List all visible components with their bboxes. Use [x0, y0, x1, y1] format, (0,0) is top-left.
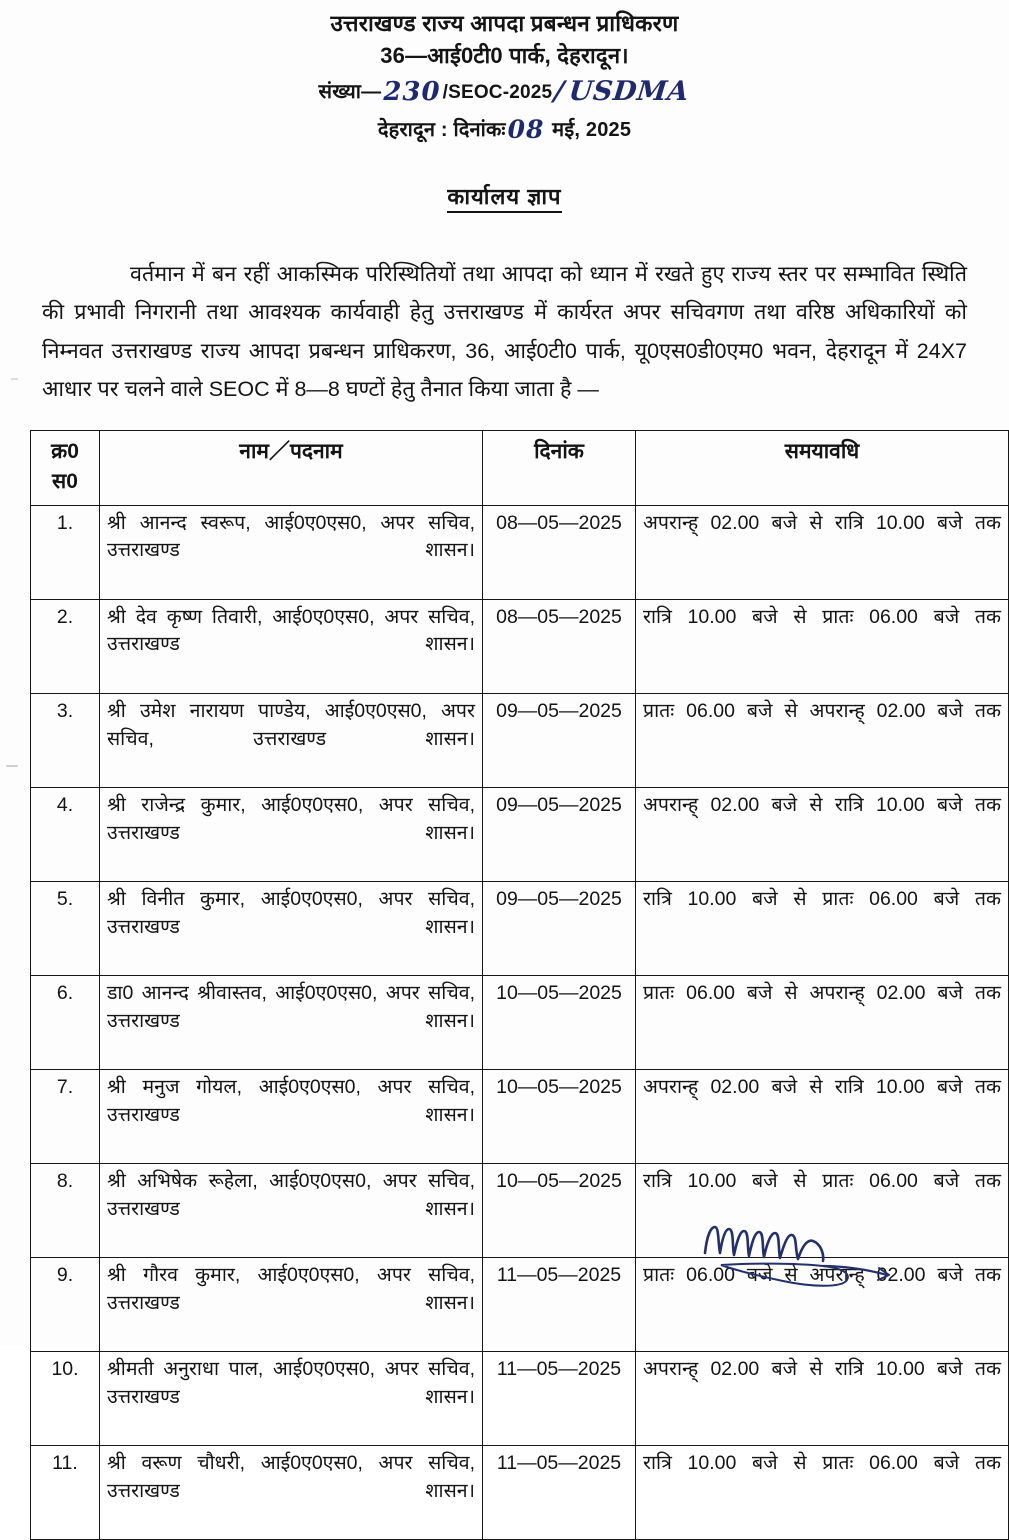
cell-serial: 5. [31, 881, 100, 975]
cell-serial: 3. [31, 693, 100, 787]
cell-name: श्री आनन्द स्वरूप, आई0ए0एस0, अपर सचिव, उत्तराखण्ड शासन। [100, 505, 483, 599]
signature [691, 1213, 951, 1305]
cell-name: श्रीमती अनुराधा पाल, आई0ए0एस0, अपर सचिव, उत्तराखण्ड शासन। [100, 1352, 483, 1446]
column-header-duration: समयावधि [636, 431, 1009, 506]
handwritten-date-day: 08 [507, 114, 545, 144]
cell-serial: 10. [31, 1352, 100, 1446]
table-row [31, 1446, 1009, 1540]
table-row [31, 976, 1009, 1070]
serial-header-line2: स0 [52, 469, 78, 493]
document-title-text: कार्यालय ज्ञाप [447, 184, 561, 213]
duty-roster-table-wrapper [30, 430, 1001, 1540]
cell-date: 08—05—2025 [483, 505, 636, 599]
cell-date: 08—05—2025 [483, 599, 636, 693]
cell-serial: 7. [31, 1070, 100, 1164]
table-row [31, 693, 1009, 787]
cell-date: 11—05—2025 [483, 1446, 636, 1540]
signature-mark [691, 1213, 951, 1305]
cell-name: डा0 आनन्द श्रीवास्तव, आई0ए0एस0, अपर सचिव, उत्तराखण्ड शासन। [100, 976, 483, 1070]
reference-code: /SEOC-2025 [442, 82, 553, 104]
cell-date: 11—05—2025 [483, 1352, 636, 1446]
scan-artifact-secondary [11, 378, 18, 380]
table-row [31, 599, 1009, 693]
cell-serial: 8. [31, 1164, 100, 1258]
cell-date: 10—05—2025 [483, 976, 636, 1070]
cell-duration: रात्रि 10.00 बजे से प्रातः 06.00 बजे तक [636, 1446, 1009, 1540]
reference-number-line [0, 71, 1009, 109]
cell-duration: रात्रि 10.00 बजे से प्रातः 06.00 बजे तक [636, 1164, 1009, 1258]
cell-date: 11—05—2025 [483, 1258, 636, 1352]
duty-roster-table [30, 430, 1009, 1540]
cell-serial: 6. [31, 976, 100, 1070]
table-row [31, 787, 1009, 881]
cell-serial: 1. [31, 505, 100, 599]
cell-duration: प्रातः 06.00 बजे से अपरान्ह् 02.00 बजे तक [636, 1258, 1009, 1352]
cell-duration: रात्रि 10.00 बजे से प्रातः 06.00 बजे तक [636, 881, 1009, 975]
scan-artifact [6, 765, 18, 767]
table-row [31, 881, 1009, 975]
number-label: संख्या— [318, 81, 382, 104]
cell-name: श्री वरूण चौधरी, आई0ए0एस0, अपर सचिव, उत्तराखण्ड शासन। [100, 1446, 483, 1540]
cell-serial: 4. [31, 787, 100, 881]
cell-duration: अपरान्ह् 02.00 बजे से रात्रि 10.00 बजे तक [636, 505, 1009, 599]
cell-date: 10—05—2025 [483, 1164, 636, 1258]
place-date-line [0, 110, 1009, 146]
cell-duration: प्रातः 06.00 बजे से अपरान्ह् 02.00 बजे तक [636, 976, 1009, 1070]
cell-name: श्री देव कृष्ण तिवारी, आई0ए0एस0, अपर सचिव, उत्तराखण्ड शासन। [100, 599, 483, 693]
cell-date: 10—05—2025 [483, 1070, 636, 1164]
handwritten-number: 230 [383, 77, 441, 108]
handwritten-usdma: USDMA [567, 76, 691, 108]
body-paragraph: वर्तमान में बन रहीं आकस्मिक परिस्थितियों तथा आपदा को ध्यान में रखते हुए राज्य स्तर पर सम्भावित स्थिति की प्रभावी निगरानी तथा आवश्यक कार्यवाही हेतु उत्तराखण्ड में कार्यरत अपर सचिवगण तथा वरिष्ठ अधिकारियों को निम्नवत उत्तराखण्ड राज्य आपदा प्रबन्धन प्राधिकरण, 36, आई0टी0 पार्क, यू0एस0डी0एम0 भवन, देहरादून में 24X7 आधार पर चलने वाले SEOC में 8—8 घण्टों हेतु तैनात किया जाता है — [42, 262, 967, 401]
cell-name: श्री राजेन्द्र कुमार, आई0ए0एस0, अपर सचिव, उत्तराखण्ड शासन। [100, 787, 483, 881]
handwritten-slash: / [552, 76, 567, 108]
cell-serial: 2. [31, 599, 100, 693]
cell-date: 09—05—2025 [483, 693, 636, 787]
column-header-date: दिनांक [483, 431, 636, 506]
cell-duration: रात्रि 10.00 बजे से प्रातः 06.00 बजे तक [636, 599, 1009, 693]
cell-duration: प्रातः 06.00 बजे से अपरान्ह् 02.00 बजे तक [636, 693, 1009, 787]
duty-roster-body [31, 505, 1009, 1540]
table-row [31, 1070, 1009, 1164]
cell-duration: अपरान्ह् 02.00 बजे से रात्रि 10.00 बजे तक [636, 787, 1009, 881]
place-label: देहरादून : दिनांकः [377, 118, 506, 141]
cell-serial: 11. [31, 1446, 100, 1540]
cell-name: श्री उमेश नारायण पाण्डेय, आई0ए0एस0, अपर सचिव, उत्तराखण्ड शासन। [100, 693, 483, 787]
table-row [31, 505, 1009, 599]
column-header-name: नाम／पदनाम [100, 431, 483, 506]
cell-date: 09—05—2025 [483, 881, 636, 975]
document-title [0, 181, 1009, 211]
table-header-row [31, 431, 1009, 506]
table-row [31, 1352, 1009, 1446]
cell-serial: 9. [31, 1258, 100, 1352]
column-header-serial [31, 431, 100, 506]
cell-duration: अपरान्ह् 02.00 बजे से रात्रि 10.00 बजे तक [636, 1352, 1009, 1446]
date-month-year: मई, 2025 [552, 118, 632, 141]
cell-duration: अपरान्ह् 02.00 बजे से रात्रि 10.00 बजे तक [636, 1070, 1009, 1164]
serial-header-line1: क्र0 [51, 440, 79, 464]
cell-name: श्री गौरव कुमार, आई0ए0एस0, अपर सचिव, उत्तराखण्ड शासन। [100, 1258, 483, 1352]
organization-name: उत्तराखण्ड राज्य आपदा प्रबन्धन प्राधिकरण [330, 11, 679, 36]
letterhead [0, 0, 1009, 145]
cell-name: श्री विनीत कुमार, आई0ए0एस0, अपर सचिव, उत्तराखण्ड शासन। [100, 881, 483, 975]
cell-date: 09—05—2025 [483, 787, 636, 881]
organization-address: 36—आई0टी0 पार्क, देहरादून। [380, 42, 629, 68]
cell-name: श्री मनुज गोयल, आई0ए0एस0, अपर सचिव, उत्तराखण्ड शासन। [100, 1070, 483, 1164]
cell-name: श्री अभिषेक रूहेला, आई0ए0एस0, अपर सचिव, उत्तराखण्ड शासन। [100, 1164, 483, 1258]
